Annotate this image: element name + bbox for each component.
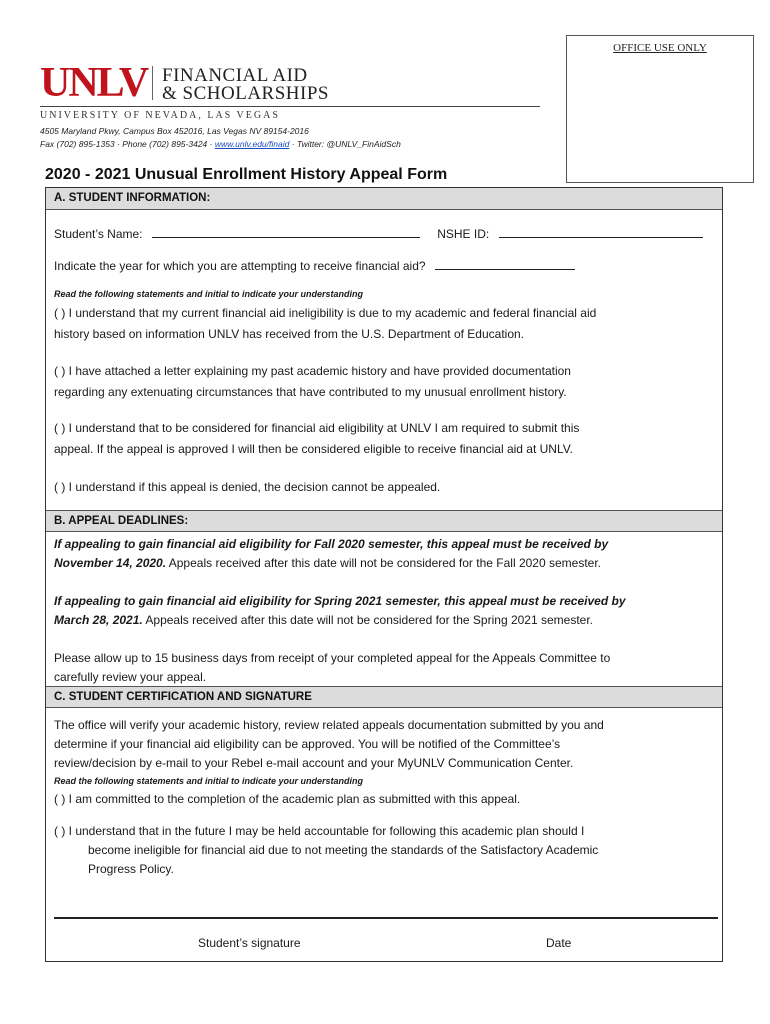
review-time-line-1: Please allow up to 15 business days from receipt of your completed appeal for the Appeals Committee to <box>54 651 611 665</box>
logo-scholarships: & SCHOLARSHIPS <box>162 83 329 104</box>
student-name-label: Student’s Name: <box>54 227 143 241</box>
spring-deadline-line-1: If appealing to gain financial aid eligibility for Spring 2021 semester, this appeal must be received by <box>54 594 626 608</box>
logo-financial-aid: FINANCIAL AID <box>162 65 308 86</box>
certification-line-2: determine if your financial aid eligibility can be approved. You will be notified of the Committee’s <box>54 737 561 751</box>
review-time-line-2: carefully review your appeal. <box>54 670 207 684</box>
section-a-header: A. STUDENT INFORMATION: <box>46 188 722 210</box>
student-name-row <box>54 226 703 241</box>
statement-2-line-1[interactable]: ( ) I have attached a letter explaining my past academic history and have provided documentation <box>54 364 571 378</box>
fall-deadline-line-2 <box>54 556 601 570</box>
aid-year-field[interactable] <box>435 258 575 270</box>
section-b-header: B. APPEAL DEADLINES: <box>46 510 722 532</box>
address-line-1: 4505 Maryland Pkwy, Campus Box 452016, Las Vegas NV 89154-2016 <box>40 126 309 136</box>
address-line-2 <box>40 139 401 149</box>
statement-3-line-2: appeal. If the appeal is approved I will then be considered eligible to receive financial aid at UNLV. <box>54 442 573 456</box>
accountability-line-2: become ineligible for financial aid due to not meeting the standards of the Satisfactory Academic <box>88 843 599 857</box>
date-label: Date <box>546 936 572 950</box>
nshe-id-label: NSHE ID: <box>437 227 490 241</box>
section-c-instruction: Read the following statements and initial to indicate your understanding <box>54 776 364 786</box>
contact-phone-fax: Fax (702) 895-1353 · Phone (702) 895-3424 · <box>40 139 215 149</box>
twitter-handle: · Twitter: @UNLV_FinAidSch <box>289 139 401 149</box>
office-use-box <box>566 35 754 183</box>
unlv-logo <box>40 62 540 122</box>
section-c-header: C. STUDENT CERTIFICATION AND SIGNATURE <box>46 686 722 708</box>
commitment-statement[interactable]: ( ) I am committed to the completion of the academic plan as submitted with this appeal. <box>54 792 521 806</box>
signature-line[interactable] <box>54 917 718 919</box>
student-name-field[interactable] <box>152 226 420 238</box>
fall-deadline-date: November 14, 2020. <box>54 556 167 570</box>
fall-deadline-note: Appeals received after this date will not be considered for the Fall 2020 semester. <box>166 556 601 570</box>
spring-deadline-date: March 28, 2021. <box>54 613 143 627</box>
fall-deadline-line-1: If appealing to gain financial aid eligibility for Fall 2020 semester, this appeal must be received by <box>54 537 609 551</box>
statement-1-line-1[interactable]: ( ) I understand that my current financial aid ineligibility is due to my academic and federal financial aid <box>54 306 597 320</box>
logo-mark: UNLV <box>40 60 148 106</box>
logo-divider <box>152 66 153 100</box>
form-title: 2020 - 2021 Unusual Enrollment History Appeal Form <box>45 166 448 183</box>
statement-4[interactable]: ( ) I understand if this appeal is denied, the decision cannot be appealed. <box>54 480 441 494</box>
certification-line-3: review/decision by e-mail to your Rebel e-mail account and your MyUNLV Communication Center. <box>54 756 574 770</box>
aid-year-question: Indicate the year for which you are attempting to receive financial aid? <box>54 259 426 273</box>
aid-year-row <box>54 258 575 273</box>
accountability-line-1[interactable]: ( ) I understand that in the future I may be held accountable for following this academic plan should I <box>54 824 585 838</box>
nshe-id-field[interactable] <box>499 226 703 238</box>
statement-2-line-2: regarding any extenuating circumstances that have contributed to my unusual enrollment history. <box>54 385 567 399</box>
website-link[interactable]: www.unlv.edu/finaid <box>214 139 290 149</box>
signature-label: Student’s signature <box>198 936 301 950</box>
spring-deadline-line-2 <box>54 613 593 627</box>
spring-deadline-note: Appeals received after this date will not be considered for the Spring 2021 semester. <box>142 613 593 627</box>
section-a-instruction: Read the following statements and initial to indicate your understanding <box>54 289 364 299</box>
accountability-line-3: Progress Policy. <box>88 862 174 876</box>
statement-3-line-1[interactable]: ( ) I understand that to be considered for financial aid eligibility at UNLV I am required to submit this <box>54 421 580 435</box>
office-use-label: OFFICE USE ONLY <box>613 42 707 54</box>
form-frame <box>45 187 723 962</box>
certification-line-1: The office will verify your academic history, review related appeals documentation submitted by you and <box>54 718 604 732</box>
statement-1-line-2: history based on information UNLV has received from the U.S. Department of Education. <box>54 327 525 341</box>
logo-university: UNIVERSITY OF NEVADA, LAS VEGAS <box>40 110 280 121</box>
logo-rule <box>40 106 540 107</box>
